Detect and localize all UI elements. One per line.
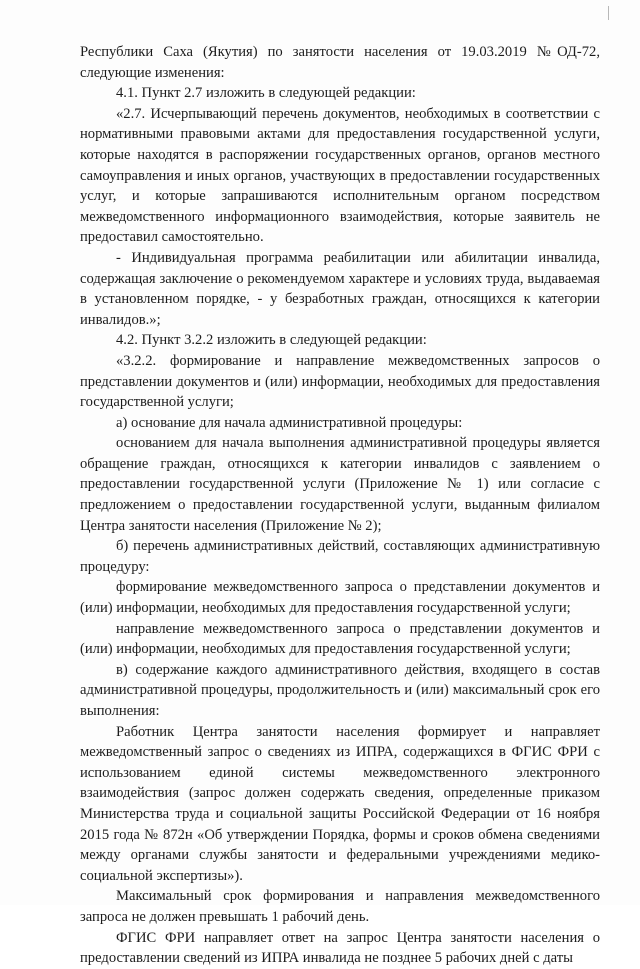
paragraph-forming: формирование межведомственного запроса о представлении документов и (или) информации, необходимых для предоставления государственной услуги; bbox=[80, 579, 600, 617]
paragraph-max-term: Максимальный срок формирования и направления межведомственного запроса не должен превышать 1 рабочий день. bbox=[80, 888, 600, 925]
paragraph-intro: Республики Саха (Якутия) по занятости населения от 19.03.2019 №ОД-72, следующие изменения: bbox=[80, 44, 600, 81]
paragraph-sending: направление межведомственного запроса о представлении документов и (или) информации, необходимых для предоставления государственной услуги; bbox=[80, 620, 600, 658]
paragraph-v: в) содержание каждого административного действия, входящего в состав административной процедуры, продолжительность и (или) максимальный срок его выполнения: bbox=[80, 661, 600, 719]
paragraph-4-1: 4.1. Пункт 2.7 изложить в следующей редакции: bbox=[116, 85, 416, 102]
paragraph-a: а) основание для начала административной процедуры: bbox=[116, 414, 463, 431]
paragraph-2-7: «2.7. Исчерпывающий перечень документов, необходимых в соответствии с нормативными правовыми актами для предоставления государственной услуги, которые находятся в распоряжении государственных органов, органов местного самоуправления и иных органов, участвующих в предоставлении государственных услуг, и которые запрашиваются исполнительным органом посредством межведомственного информационного взаимодействия, которые заявитель не предоставил самостоятельно. bbox=[80, 105, 600, 246]
paragraph-basis: основанием для начала выполнения административной процедуры является обращение граждан, относящихся к категории инвалидов с заявлением о предоставлении государственной услуги (Приложение № 1) или согласие с предложением о предоставлении государственной услуги, выданным филиалом Центра занятости населения (Приложение № 2); bbox=[80, 435, 600, 534]
paragraph-3-2-2: «3.2.2. формирование и направление межведомственных запросов о представлении документов и (или) информации, необходимых для предоставления государственной услуги; bbox=[80, 352, 600, 411]
scan-mark bbox=[608, 6, 609, 20]
paragraph-ipr: - Индивидуальная программа реабилитации или абилитации инвалида, содержащая заключение о рекомендуемом характере и условиях труда, выдаваемая в установленном порядке, - у безработных граждан, относящихся к категории инвалидов.»; bbox=[80, 249, 600, 328]
paragraph-b: б) перечень административных действий, составляющих административную процедуру: bbox=[80, 538, 600, 575]
document-body bbox=[80, 42, 600, 969]
paragraph-4-2: 4.2. Пункт 3.2.2 изложить в следующей редакции: bbox=[116, 332, 427, 349]
paragraph-worker: Работник Центра занятости населения формирует и направляет межведомственный запрос о сведениях из ИПРА, содержащихся в ФГИС ФРИ с использованием единой системы межведомственного электронного взаимодействия (запрос должен содержать сведения, определенные приказом Министерства труда и социальной защиты Российской Федерации от 16 ноября 2015 года № 872н «Об утверждении Порядка, формы и сроков обмена сведениями между органами службы занятости и федеральными учреждениями медико-социальной экспертизы»). bbox=[80, 723, 600, 884]
paragraph-fgis: ФГИС ФРИ направляет ответ на запрос Центра занятости населения о предоставлении сведений из ИПРА инвалида не позднее 5 рабочих дней с даты bbox=[80, 929, 600, 967]
